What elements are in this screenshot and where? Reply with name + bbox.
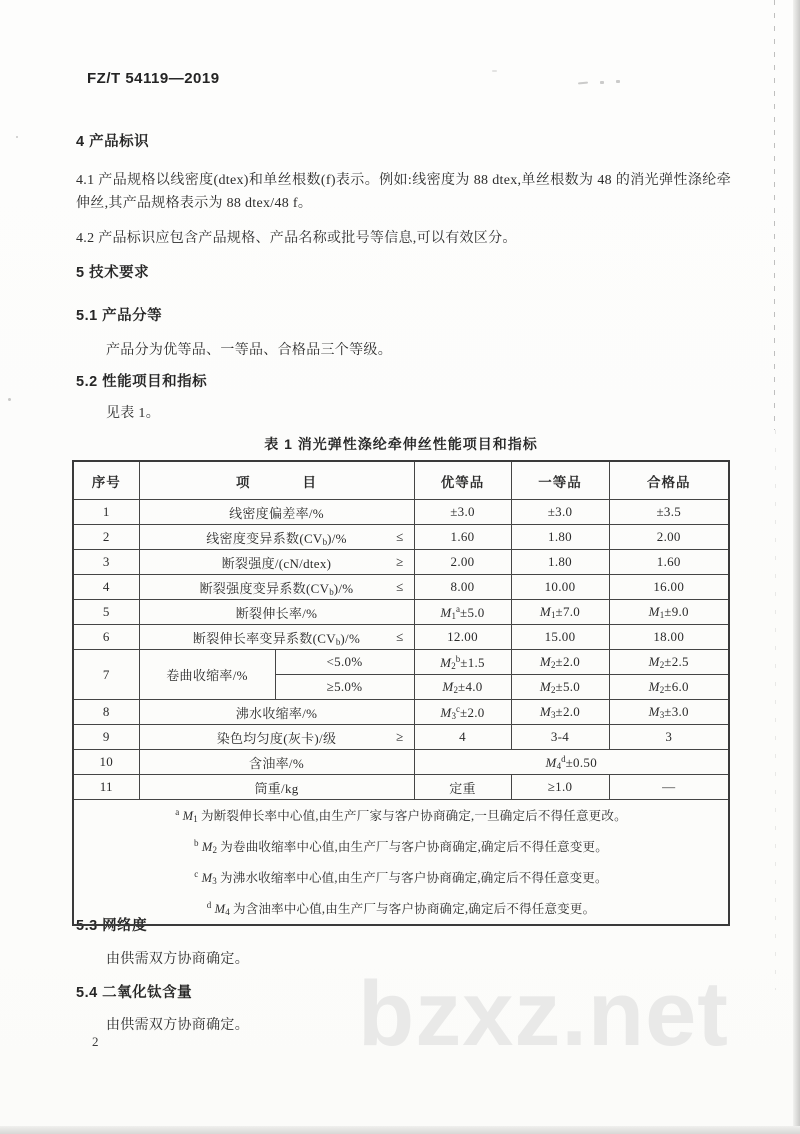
paragraph-5-4: 由供需双方协商确定。 <box>106 1018 249 1033</box>
row-value: ±3.0 <box>414 500 511 525</box>
row-item: 线密度偏差率/% <box>139 500 414 525</box>
table-row <box>73 600 729 625</box>
row-value: $M_2\pm 2.5$ <box>609 650 729 675</box>
row-value: $M_1^a\pm 5.0$ <box>414 600 511 625</box>
footnote-c: $^c$ $M_3$ 为沸水收缩率中心值,由生产厂与客户协商确定,确定后不得任意变更。 <box>194 869 608 886</box>
table-row <box>73 650 729 675</box>
standard-code: FZ/T 54119—2019 <box>87 70 220 87</box>
table-footnotes-row <box>73 800 729 926</box>
paragraph-5-3: 由供需双方协商确定。 <box>106 952 249 967</box>
table-footnotes <box>73 800 729 926</box>
row-value: ±3.5 <box>609 500 729 525</box>
row-value: 1.60 <box>414 525 511 550</box>
row-value: $M_2\pm 6.0$ <box>609 675 729 700</box>
row-value: $M_2\pm 5.0$ <box>511 675 609 700</box>
section-heading-5-4: 5.4 二氧化钛含量 <box>76 985 193 1001</box>
header-grade2: 一等品 <box>511 461 609 500</box>
table-title: 表 1 消光弹性涤纶牵伸丝性能项目和指标 <box>264 436 538 452</box>
pencil-mark <box>492 70 497 72</box>
row-value-merged: $M_4^d\pm 0.50$ <box>414 750 729 775</box>
row-no: 3 <box>73 550 139 575</box>
row-value: 12.00 <box>414 625 511 650</box>
paragraph-4-2: 4.2 产品标识应包含产品规格、产品名称或批号等信息,可以有效区分。 <box>76 231 517 246</box>
row-value: 4 <box>414 725 511 750</box>
row-value: 定重 <box>414 775 511 800</box>
row-value: 15.00 <box>511 625 609 650</box>
row-value: 2.00 <box>609 525 729 550</box>
row-item: 线密度变异系数$(CV_b)/\%$ ≤ <box>139 525 414 550</box>
table-row <box>73 700 729 725</box>
pencil-mark <box>616 80 620 83</box>
row-no: 1 <box>73 500 139 525</box>
row-item: 断裂强度变异系数$(CV_b)/\%$ ≤ <box>139 575 414 600</box>
scan-fold-line <box>774 0 775 430</box>
row-item: 断裂伸长率/% <box>139 600 414 625</box>
row-subcondition: ≥5.0% <box>275 675 414 700</box>
row-value: 2.00 <box>414 550 511 575</box>
scan-edge-bottom <box>0 1126 800 1134</box>
row-item: 卷曲收缩率/% <box>139 650 275 700</box>
scan-fold-line-lower <box>775 430 776 990</box>
header-grade3: 合格品 <box>609 461 729 500</box>
row-no: 9 <box>73 725 139 750</box>
section-heading-5-2: 5.2 性能项目和指标 <box>76 374 208 390</box>
table-row <box>73 500 729 525</box>
scan-speck <box>16 136 18 138</box>
row-value: 3-4 <box>511 725 609 750</box>
row-value: $M_2\pm 2.0$ <box>511 650 609 675</box>
scan-speck <box>8 398 11 401</box>
row-item: 染色均匀度(灰卡)/级 ≥ <box>139 725 414 750</box>
table-row <box>73 750 729 775</box>
section-heading-5-3: 5.3 网络度 <box>76 918 148 934</box>
row-value: $M_2^b\pm 1.5$ <box>414 650 511 675</box>
paragraph-5-2: 见表 1。 <box>106 406 160 421</box>
table-row <box>73 575 729 600</box>
row-no: 8 <box>73 700 139 725</box>
row-value: ±3.0 <box>511 500 609 525</box>
pencil-mark <box>600 81 604 84</box>
header-grade1: 优等品 <box>414 461 511 500</box>
performance-table <box>72 460 730 926</box>
table-row <box>73 550 729 575</box>
table-header-row <box>73 461 729 500</box>
row-value: $M_1\pm 9.0$ <box>609 600 729 625</box>
paragraph-5-1: 产品分为优等品、一等品、合格品三个等级。 <box>106 343 392 358</box>
row-no: 4 <box>73 575 139 600</box>
table-row <box>73 625 729 650</box>
table-row <box>73 725 729 750</box>
row-value: 1.60 <box>609 550 729 575</box>
comparison-operator: ≤ <box>396 579 404 594</box>
row-value: 8.00 <box>414 575 511 600</box>
row-value: 18.00 <box>609 625 729 650</box>
section-heading-5: 5 技术要求 <box>76 265 150 281</box>
comparison-operator: ≥ <box>396 554 404 569</box>
row-no: 10 <box>73 750 139 775</box>
row-item: 筒重/kg <box>139 775 414 800</box>
comparison-operator: ≤ <box>396 529 404 544</box>
row-value: 16.00 <box>609 575 729 600</box>
row-subcondition: <5.0% <box>275 650 414 675</box>
page-number: 2 <box>92 1034 99 1049</box>
footnote-d: $^d$ $M_4$ 为含油率中心值,由生产厂与客户协商确定,确定后不得任意变更。 <box>206 900 596 917</box>
row-value: $M_1\pm 7.0$ <box>511 600 609 625</box>
row-value: $M_3\pm 2.0$ <box>511 700 609 725</box>
row-item: 断裂伸长率变异系数$(CV_b)/\%$ ≤ <box>139 625 414 650</box>
row-no: 2 <box>73 525 139 550</box>
row-value: 1.80 <box>511 550 609 575</box>
row-value: ≥1.0 <box>511 775 609 800</box>
row-no: 5 <box>73 600 139 625</box>
row-value: $M_3^c\pm 2.0$ <box>414 700 511 725</box>
header-item: 项 目 <box>139 461 414 500</box>
section-heading-5-1: 5.1 产品分等 <box>76 308 163 324</box>
scan-edge-right <box>793 0 800 1134</box>
row-item: 沸水收缩率/% <box>139 700 414 725</box>
row-value: 3 <box>609 725 729 750</box>
row-item: 断裂强度/(cN/dtex) ≥ <box>139 550 414 575</box>
row-value: 1.80 <box>511 525 609 550</box>
table-row <box>73 525 729 550</box>
row-no: 7 <box>73 650 139 700</box>
table-row <box>73 775 729 800</box>
footnote-a: $^a$ $M_1$ 为断裂伸长率中心值,由生产厂家与客户协商确定,一旦确定后不得任意更改。 <box>175 807 627 824</box>
comparison-operator: ≤ <box>396 629 404 644</box>
row-no: 11 <box>73 775 139 800</box>
row-no: 6 <box>73 625 139 650</box>
row-item: 含油率/% <box>139 750 414 775</box>
pencil-mark <box>578 81 588 84</box>
paragraph-4-1: 4.1 产品规格以线密度(dtex)和单丝根数(f)表示。例如:线密度为 88 dtex,单丝根数为 48 的消光弹性涤纶牵伸丝,其产品规格表示为 88 dtex/48 f。 <box>76 173 731 211</box>
section-heading-4: 4 产品标识 <box>76 134 150 150</box>
row-value: $M_3\pm 3.0$ <box>609 700 729 725</box>
footnote-b: $^b$ $M_2$ 为卷曲收缩率中心值,由生产厂与客户协商确定,确定后不得任意变更。 <box>194 838 608 855</box>
row-value: — <box>609 775 729 800</box>
header-no: 序号 <box>73 461 139 500</box>
row-value: 10.00 <box>511 575 609 600</box>
row-value: $M_2\pm 4.0$ <box>414 675 511 700</box>
comparison-operator: ≥ <box>396 729 404 744</box>
watermark-text: bzxz.net <box>358 963 729 1065</box>
